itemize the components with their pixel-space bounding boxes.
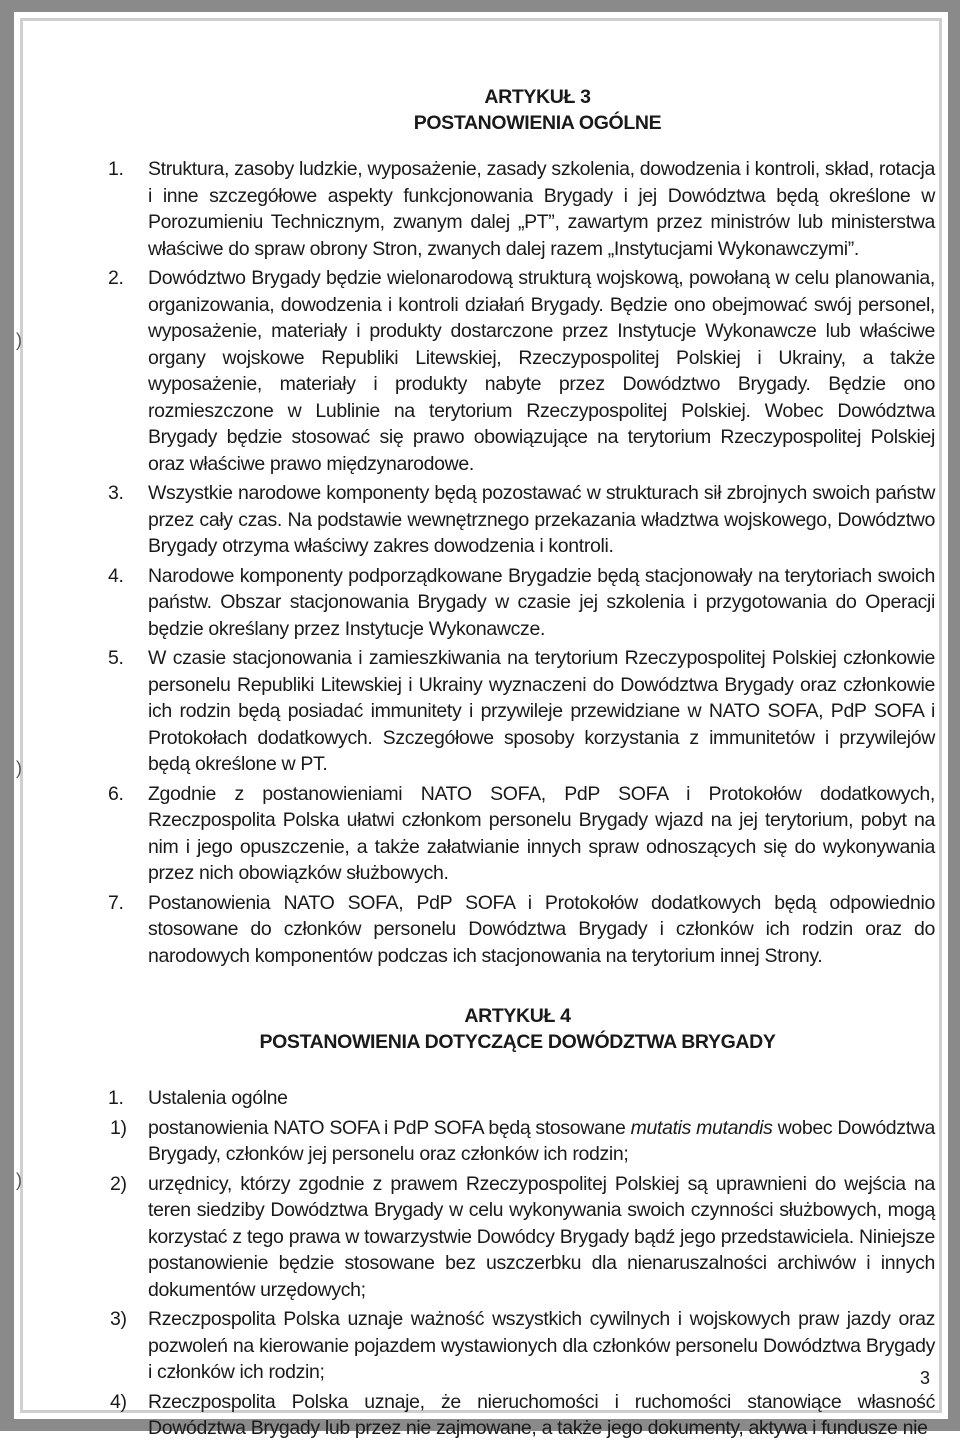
item-text: Postanowienia NATO SOFA, PdP SOFA i Protokołów dodatkowych będą odpowiednio stosowane do członków personelu Dowództwa Brygady i członków ich rodzin oraz do narodowych komponentów podczas ich stacjonowania na terytorium innej Strony. [148,891,935,967]
item-text: Narodowe komponenty podporządkowane Brygadzie będą stacjonowały na terytoriach swoich państw. Obszar stacjonowania Brygady w czasie jej szkolenia i przygotowania do Operacji będzie określany przez Instytucje Wykonawcze. [148,564,935,640]
article-3-item [100,265,935,477]
item-text: Ustalenia ogólne [148,1087,288,1109]
item-number: 7. [108,891,124,914]
article-4-sub-item [100,1389,935,1442]
item-number: 3. [108,482,124,504]
article-3-title: ARTYKUŁ 3 [484,86,591,108]
article-4-sub-item [100,1115,935,1168]
page-number: 3 [919,1368,930,1388]
margin-mark: ) [16,1170,22,1190]
item-number: 1) [110,1116,127,1139]
item-text: Rzeczpospolita Polska uznaje, że nieruchomości i ruchomości stanowiące własność Dowództwa Brygady lub przez nie zajmowane, a także jego dokumenty, aktywa i fundusze nie [148,1390,935,1439]
item-number: 1. [108,1087,124,1109]
item-text-end: wobec Dowództwa Brygady, członków jej personelu oraz członków ich rodzin; [148,1116,936,1165]
item-number: 4. [108,564,124,587]
item-text: Zgodnie z postanowieniami NATO SOFA, PdP SOFA i Protokołów dodatkowych, Rzeczpospolita Polska ułatwi członkom personelu Brygady wjazd na jej terytorium, pobyt na nim i jego opuszczenie, a także załatwianie innych spraw odnoszących się do wykonywania przez nich obowiązków służbowych. [148,782,935,884]
article-3-items [100,156,935,969]
article-4-sub-item [100,1306,935,1386]
article-4-subtitle: POSTANOWIENIA DOTYCZĄCE DOWÓDZTWA BRYGADY [259,1031,776,1053]
item-text: Struktura, zasoby ludzkie, wyposażenie, zasady szkolenia, dowodzenia i kontroli, skład, rotacja i inne szczegółowe aspekty funkcjonowania Brygady i jej Dowództwa będą określone w Porozumieniu Technicznym, zwanym dalej „PT”, zawartym przez ministrów lub ministerstwa właściwe do spraw obrony Stron, zwanych dalej razem „Instytucjami Wykonawczymi”. [148,158,935,260]
article-4-sub-item [100,1171,935,1304]
article-3-item [100,645,935,778]
item-text: postanowienia NATO SOFA i PdP SOFA będą stosowane [148,1116,631,1139]
item-number: 1. [108,158,124,180]
item-text: Dowództwo Brygady będzie wielonarodową strukturą wojskową, powołaną w celu planowania, organizowania, dowodzenia i kontroli działań Brygady. Będzie ono obejmować swój personel, wyposażenie, materiały i produkty dostarczone przez Instytucje Wykonawcze lub właściwe organy wojskowe Republiki Litewskiej, Rzeczypospolitej Polskiej i Ukrainy, a także wyposażenie, materiały i produkty nabyte przez Dowództwo Brygady. Będzie ono rozmieszczone w Lublinie na terytorium Rzeczypospolitej Polskiej. Wobec Dowództwa Brygady będzie stosować się prawo obowiązujące na terytorium Rzeczypospolitej Polskiej oraz właściwe prawo międzynarodowe. [148,267,935,475]
margin-mark: ) [16,758,22,778]
article-3-item [100,781,935,887]
article-3-subtitle: POSTANOWIENIA OGÓLNE [413,112,662,134]
item-number: 6. [108,782,124,805]
document-page [100,84,935,1445]
article-3-item [100,480,935,560]
item-number: 3) [110,1308,127,1330]
item-text: Rzeczpospolita Polska uznaje ważność wszystkich cywilnych i wojskowych praw jazdy oraz pozwoleń na kierowanie pojazdem wystawionych dla członków personelu Dowództwa Brygady i członków ich rodzin; [148,1308,935,1383]
item-number: 5. [108,647,124,669]
item-number: 2. [108,267,124,289]
article-3-heading [100,84,935,136]
article-4-section [100,1085,935,1112]
article-4-items [100,1085,935,1442]
item-text: Wszystkie narodowe komponenty będą pozostawać w strukturach sił zbrojnych swoich państw przez cały czas. Na podstawie wewnętrznego przekazania władztwa wojskowego, Dowództwo Brygady otrzyma właściwy zakres dowodzenia i kontroli. [148,482,935,557]
item-text: urzędnicy, którzy zgodnie z prawem Rzeczypospolitej Polskiej są uprawnieni do wejścia na teren siedziby Dowództwa Brygady w celu wykonywania swoich czynności służbowych, mogą korzystać z tego prawa w towarzystwie Dowódcy Brygady bądź jego przedstawiciela. Niniejsze postanowienie będzie stosowane bez uszczerbku dla nienaruszalności archiwów i innych dokumentów urzędowych; [148,1172,935,1301]
article-3-item [100,890,935,970]
article-4-title: ARTYKUŁ 4 [464,1005,571,1027]
item-text-italic: mutatis mutandis [630,1116,773,1139]
article-3-item [100,156,935,262]
item-number: 4) [110,1390,127,1413]
item-text: W czasie stacjonowania i zamieszkiwania na terytorium Rzeczypospolitej Polskiej członkowie personelu Republiki Litewskiej i Ukrainy wyznaczeni do Dowództwa Brygady oraz członkowie ich rodzin będą posiadać immunitety i przywileje przewidziane w NATO SOFA, PdP SOFA i Protokołach dodatkowych. Szczegółowe sposoby korzystania z immunitetów i przywilejów będą określone w PT. [148,647,935,775]
article-3-item [100,563,935,643]
article-4-heading [100,1003,935,1055]
margin-mark: ) [16,330,22,350]
item-number: 2) [110,1172,127,1195]
